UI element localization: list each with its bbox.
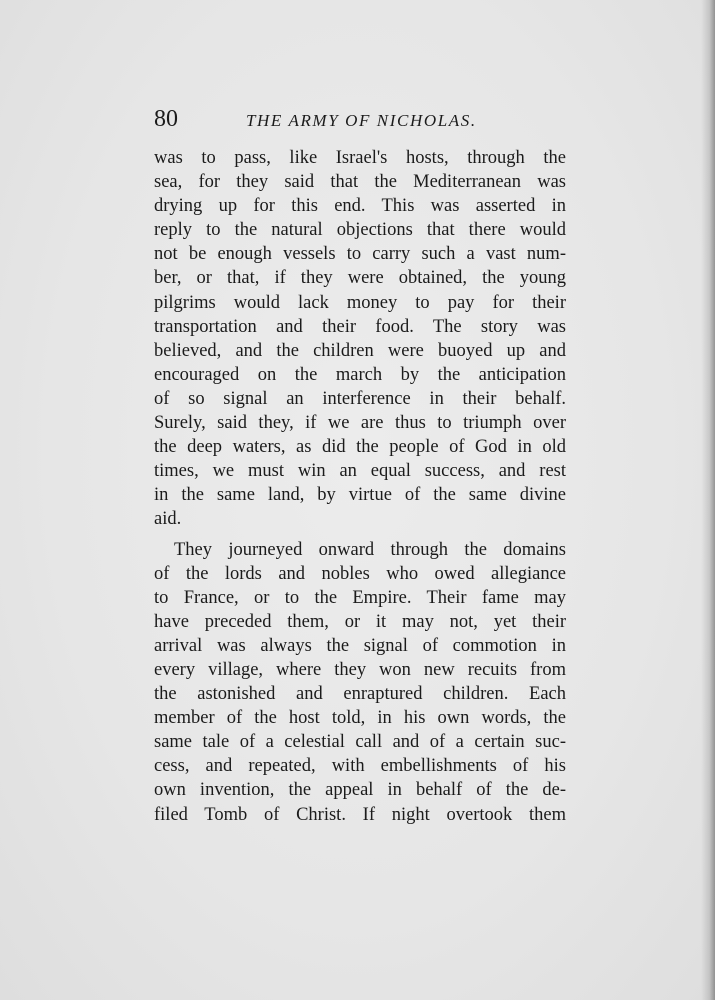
text-line: same tale of a celestial call and of a certain suc- [154, 732, 566, 753]
text-line: have preceded them, or it may not, yet their [154, 611, 566, 632]
text-line: in the same land, by virtue of the same divine [154, 485, 566, 506]
text-line: drying up for this end. This was asserted in [154, 196, 566, 217]
text-line: own invention, the appeal in behalf of the de- [154, 780, 566, 801]
text-line: of the lords and nobles who owed allegiance [154, 563, 566, 584]
text-line: aid. [154, 509, 182, 530]
page-edge-shadow [701, 0, 715, 1000]
paragraph-1 [154, 146, 566, 532]
text-line: filed Tomb of Christ. If night overtook them [154, 804, 566, 825]
text-line: sea, for they said that the Mediterranean was [154, 172, 566, 193]
text-line: every village, where they won new recuits from [154, 659, 566, 680]
paragraph-2 [154, 538, 566, 827]
text-line: to France, or to the Empire. Their fame may [154, 587, 566, 608]
text-line: Surely, said they, if we are thus to triumph over [154, 413, 566, 434]
text-line: encouraged on the march by the anticipation [154, 364, 566, 385]
text-line: cess, and repeated, with embellishments of his [154, 756, 566, 777]
text-line: of so signal an interference in their behalf. [154, 388, 566, 409]
text-line: arrival was always the signal of commotion in [154, 635, 566, 656]
text-line: They journeyed onward through the domains [174, 539, 566, 560]
text-line: reply to the natural objections that there would [154, 220, 566, 241]
text-line: believed, and the children were buoyed up and [154, 340, 566, 361]
page-header [154, 104, 566, 134]
text-line: times, we must win an equal success, and rest [154, 461, 566, 482]
text-line: was to pass, like Israel's hosts, through the [154, 148, 566, 168]
text-line: ber, or that, if they were obtained, the young [154, 268, 566, 289]
text-line: not be enough vessels to carry such a vast num- [154, 244, 566, 265]
body-text [154, 146, 566, 827]
page-number: 80 [154, 106, 178, 132]
text-line: member of the host told, in his own words, the [154, 708, 566, 729]
text-line: pilgrims would lack money to pay for their [154, 292, 566, 313]
text-line: the deep waters, as did the people of God in old [154, 437, 566, 458]
running-head: THE ARMY OF NICHOLAS. [246, 111, 477, 130]
text-line: transportation and their food. The story was [154, 316, 566, 337]
text-line: the astonished and enraptured children. Each [154, 684, 566, 705]
